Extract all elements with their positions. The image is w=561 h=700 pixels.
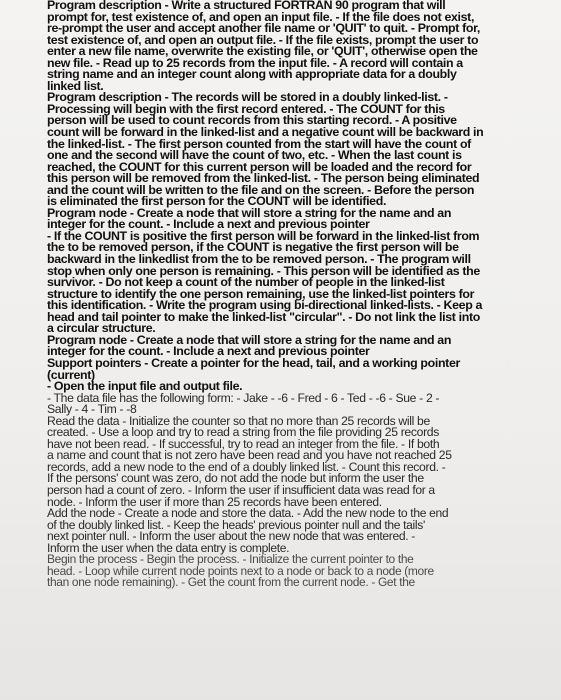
text-line: a name and count that is not zero have been read and you have not reached 25 (47, 448, 452, 463)
text-line: is eliminated the first person for the COUNT will be identified. (47, 194, 387, 209)
text-line: Inform the user when the data entry is complete. (47, 540, 290, 555)
text-line: enter a new file name, overwrite the existing file, or 'QUIT', otherwise open the (47, 44, 478, 59)
text-line: integer for the count. - Include a next and previous pointer (47, 217, 370, 232)
text-line: person will be used to count records from this starting record. - A positive (47, 113, 457, 128)
text-line: node. - Inform the user if more than 25 records have been entered. (47, 494, 382, 509)
text-line: of the doubly linked list. - Keep the heads' previous pointer null and the tails' (47, 517, 425, 532)
text-line: stop when only one person is remaining. - This person will be identified as the (47, 263, 480, 278)
text-line: this identification. - Write the program using bi-directional linked-lists. - Keep a (47, 298, 483, 313)
text-line: re-prompt the user and accept another file name or 'QUIT' to quit. - Prompt for, (47, 21, 480, 36)
text-line: one and the second will have the count of two, etc. - When the last count is (47, 148, 462, 163)
text-line: Sally - 4 - Tim - -8 (47, 402, 137, 417)
text-line: Add the node - Create a node and store the data. - Add the new node to the end (47, 506, 449, 521)
text-line: prompt for, test existence of, and open an input file. - If the file does not exist, (47, 9, 475, 24)
text-line: (current) (47, 367, 95, 382)
text-line: Program description - The records will be stored in a doubly linked-list. - (47, 90, 448, 105)
text-line: Program node - Create a node that will store a string for the name and an (47, 205, 452, 220)
text-line: backward in the linkedlist from the to be removed person. - The program will (47, 252, 471, 267)
text-line: head and tail pointer to make the linked-list "circular". - Do not link the list into (47, 309, 480, 324)
text-line: integer for the count. - Include a next and previous pointer (47, 344, 370, 359)
text-line: have not been read. - If successful, try to read an integer from the file. - If both (47, 436, 440, 451)
text-line: and the count will be written to the file and on the screen. - Before the person (47, 182, 475, 197)
text-line: the linked-list. - The first person counted from the start will have the count of (47, 136, 471, 151)
text-line: count will be forward in the linked-list and a negative count will be backward in (47, 125, 484, 140)
text-line: Program node - Create a node that will store a string for the name and an (47, 332, 452, 347)
text-line: next pointer null. - Inform the user about the new node that was entered. - (47, 529, 415, 544)
text-line: records, add a new node to the end of a doubly linked list. - Count this record. - (47, 459, 446, 474)
text-line: - If the COUNT is positive the first person will be forward in the linked-list from (47, 228, 480, 243)
text-line: - The data file has the following form: - Jake - -6 - Fred - 6 - Ted - -6 - Sue - 2 - (47, 390, 440, 405)
text-line: structure to identify the one person remaining, use the linked-list pointers for (47, 286, 475, 301)
text-line: than one node remaining). - Get the count from the current node. - Get the (47, 575, 415, 590)
text-line: this person will be removed from the linked-list. - The person being eliminated (47, 171, 480, 186)
text-line: test existence of, and open an output file. - If the file exists, prompt the user to (47, 32, 479, 47)
text-line: - Open the input file and output file. (47, 379, 243, 394)
text-line: new file. - Read up to 25 records from the input file. - A record will contain a (47, 55, 463, 70)
text-line: Processing will begin with the first record entered. - The COUNT for this (47, 101, 445, 116)
text-line: the to be removed person, if the COUNT is negative the first person will be (47, 240, 459, 255)
text-line: If the persons' count was zero, do not add the node but inform the user the (47, 471, 424, 486)
problem-statement-document (47, 0, 552, 700)
text-line: Read the data - Initialize the counter so that no more than 25 records will be (47, 413, 430, 428)
text-line: linked list. (47, 78, 104, 93)
text-line: Support pointers - Create a pointer for the head, tail, and a working pointer (47, 355, 460, 370)
text-line: reached, the COUNT for this current person will be loaded and the record for (47, 159, 472, 174)
text-line: Program description - Write a structured FORTRAN 90 program that will (47, 0, 446, 12)
text-line: string name and an integer count along with appropriate data for a doubly (47, 67, 457, 82)
text-line: a circular structure. (47, 321, 156, 336)
text-line: created. - Use a loop and try to read a string from the file providing 25 records (47, 425, 439, 440)
text-line: head. - Loop while current node points next to a node or back to a node (more (47, 563, 434, 578)
text-line: person had a count of zero. - Inform the user if insufficient data was read for a (47, 482, 435, 497)
text-line: survivor. - Do not keep a count of the number of people in the linked-list (47, 275, 445, 290)
text-line: Begin the process - Begin the process. - Initialize the current pointer to the (47, 552, 414, 567)
